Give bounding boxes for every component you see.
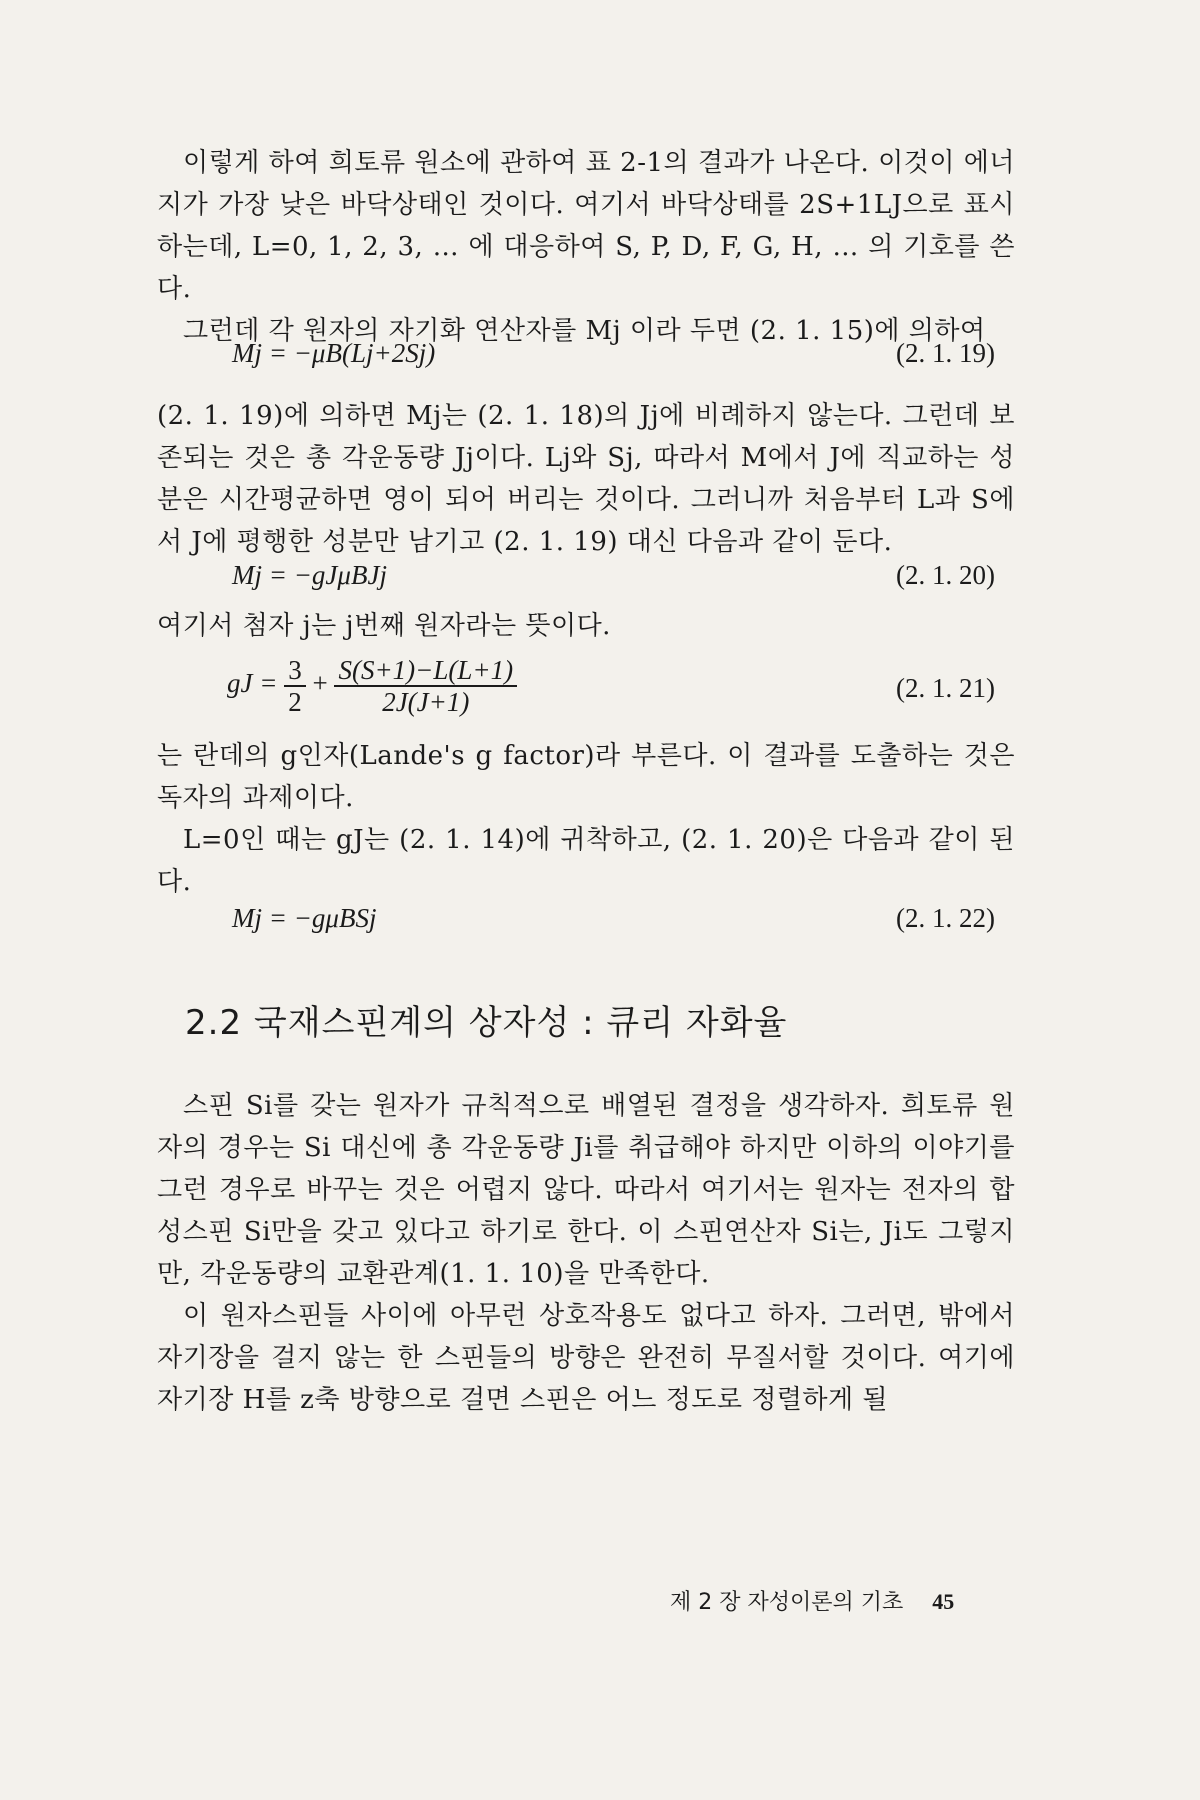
page-footer (670, 1585, 954, 1616)
paragraph-group-after-20 (157, 605, 1015, 647)
fraction-numerator: S(S+1)−L(L+1) (334, 655, 517, 687)
paragraph-time-average: (2. 1. 19)에 의하면 Mj는 (2. 1. 18)의 Jj에 비례하지 않는다. 그런데 보존되는 것은 총 각운동량 Jj이다. Lj와 Sj, 따라서 M에서 J에 직교하는 성분은 시간평균하면 영이 되어 버리는 것이다. 그러니까 처음부터 L과 S에서 J에 평행한 성분만 남기고 (2. 1. 19) 대신 다음과 같이 둔다. (157, 401, 1015, 557)
fraction-three-halves (284, 655, 306, 717)
paragraph-group-after-21 (157, 735, 1015, 903)
equation-2-1-21 (157, 655, 1015, 725)
fraction-spin-orbit (334, 655, 517, 717)
equation-body: Mj = −gμBSj (232, 903, 377, 933)
chapter-title: 제 2 장 자성이론의 기초 (670, 1590, 904, 1615)
fraction-denominator: 2 (288, 687, 302, 717)
fraction-denominator: 2J(J+1) (382, 687, 470, 717)
equation-number: (2. 1. 20) (896, 560, 995, 590)
section-heading: 2.2 국재스핀계의 상자성 : 큐리 자화율 (185, 1003, 788, 1043)
equation-body: Mj = −gJμBJj (232, 560, 387, 590)
equation-number: (2. 1. 21) (896, 673, 995, 703)
paragraph-spin-crystal: 스핀 Si를 갖는 원자가 규칙적으로 배열된 결정을 생각하자. 희토류 원자의 경우는 Si 대신에 총 각운동량 Ji를 취급해야 하지만 이하의 이야기를 그런 경우로 바꾸는 것은 어렵지 않다. 따라서 여기서는 원자는 전자의 합성스핀 Si만을 갖고 있다고 하기로 한다. 이 스핀연산자 Si는, Ji도 그렇지만, 각운동량의 교환관계(1. 1. 10)을 만족한다. (157, 1091, 1015, 1289)
paragraph-magnetization-operator: 그런데 각 원자의 자기화 연산자를 Mj 이라 두면 (2. 1. 15)에 의하여 (183, 316, 986, 346)
paragraph-no-interaction: 이 원자스핀들 사이에 아무런 상호작용도 없다고 하자. 그러면, 밖에서 자기장을 걸지 않는 한 스핀들의 방향은 완전히 무질서할 것이다. 여기에 자기장 H를 z축 방향으로 걸면 스핀은 어느 정도로 정렬하게 될 (157, 1301, 1015, 1415)
paragraph-lande-factor: 는 란데의 g인자(Lande's g factor)라 부른다. 이 결과를 도출하는 것은 독자의 과제이다. (157, 741, 1015, 813)
paragraph-rare-earth: 이렇게 하여 희토류 원소에 관하여 표 2-1의 결과가 나온다. 이것이 에너지가 가장 낮은 바닥상태인 것이다. 여기서 바닥상태를 2S+1LJ으로 표시하는데, L=0, 1, 2, 3, … 에 대응하여 S, P, D, F, G, H, … 의 기호를 쓴다. (157, 148, 1015, 304)
paragraph-group-bottom (157, 1085, 1015, 1421)
paragraph-subscript-note: 여기서 첨자 j는 j번째 원자라는 뜻이다. (157, 611, 611, 641)
equation-body: Mj = −μB(Lj+2Sj) (232, 338, 436, 368)
equation-2-1-22 (157, 903, 1015, 943)
plus-sign: + (312, 668, 328, 699)
equation-number: (2. 1. 19) (896, 338, 995, 368)
paragraph-l-zero-case: L=0인 때는 gJ는 (2. 1. 14)에 귀착하고, (2. 1. 20)은 다음과 같이 된다. (157, 825, 1015, 897)
equation-lhs: gJ = (227, 668, 285, 699)
paragraph-group-after-19 (157, 395, 1015, 563)
page-number: 45 (932, 1589, 955, 1614)
equation-number: (2. 1. 22) (896, 903, 995, 933)
fraction-numerator: 3 (284, 655, 306, 687)
equation-2-1-20 (157, 560, 1015, 600)
paragraph-group-top (157, 142, 1015, 352)
equation-2-1-19 (157, 338, 1015, 378)
lande-g-formula (227, 655, 517, 717)
